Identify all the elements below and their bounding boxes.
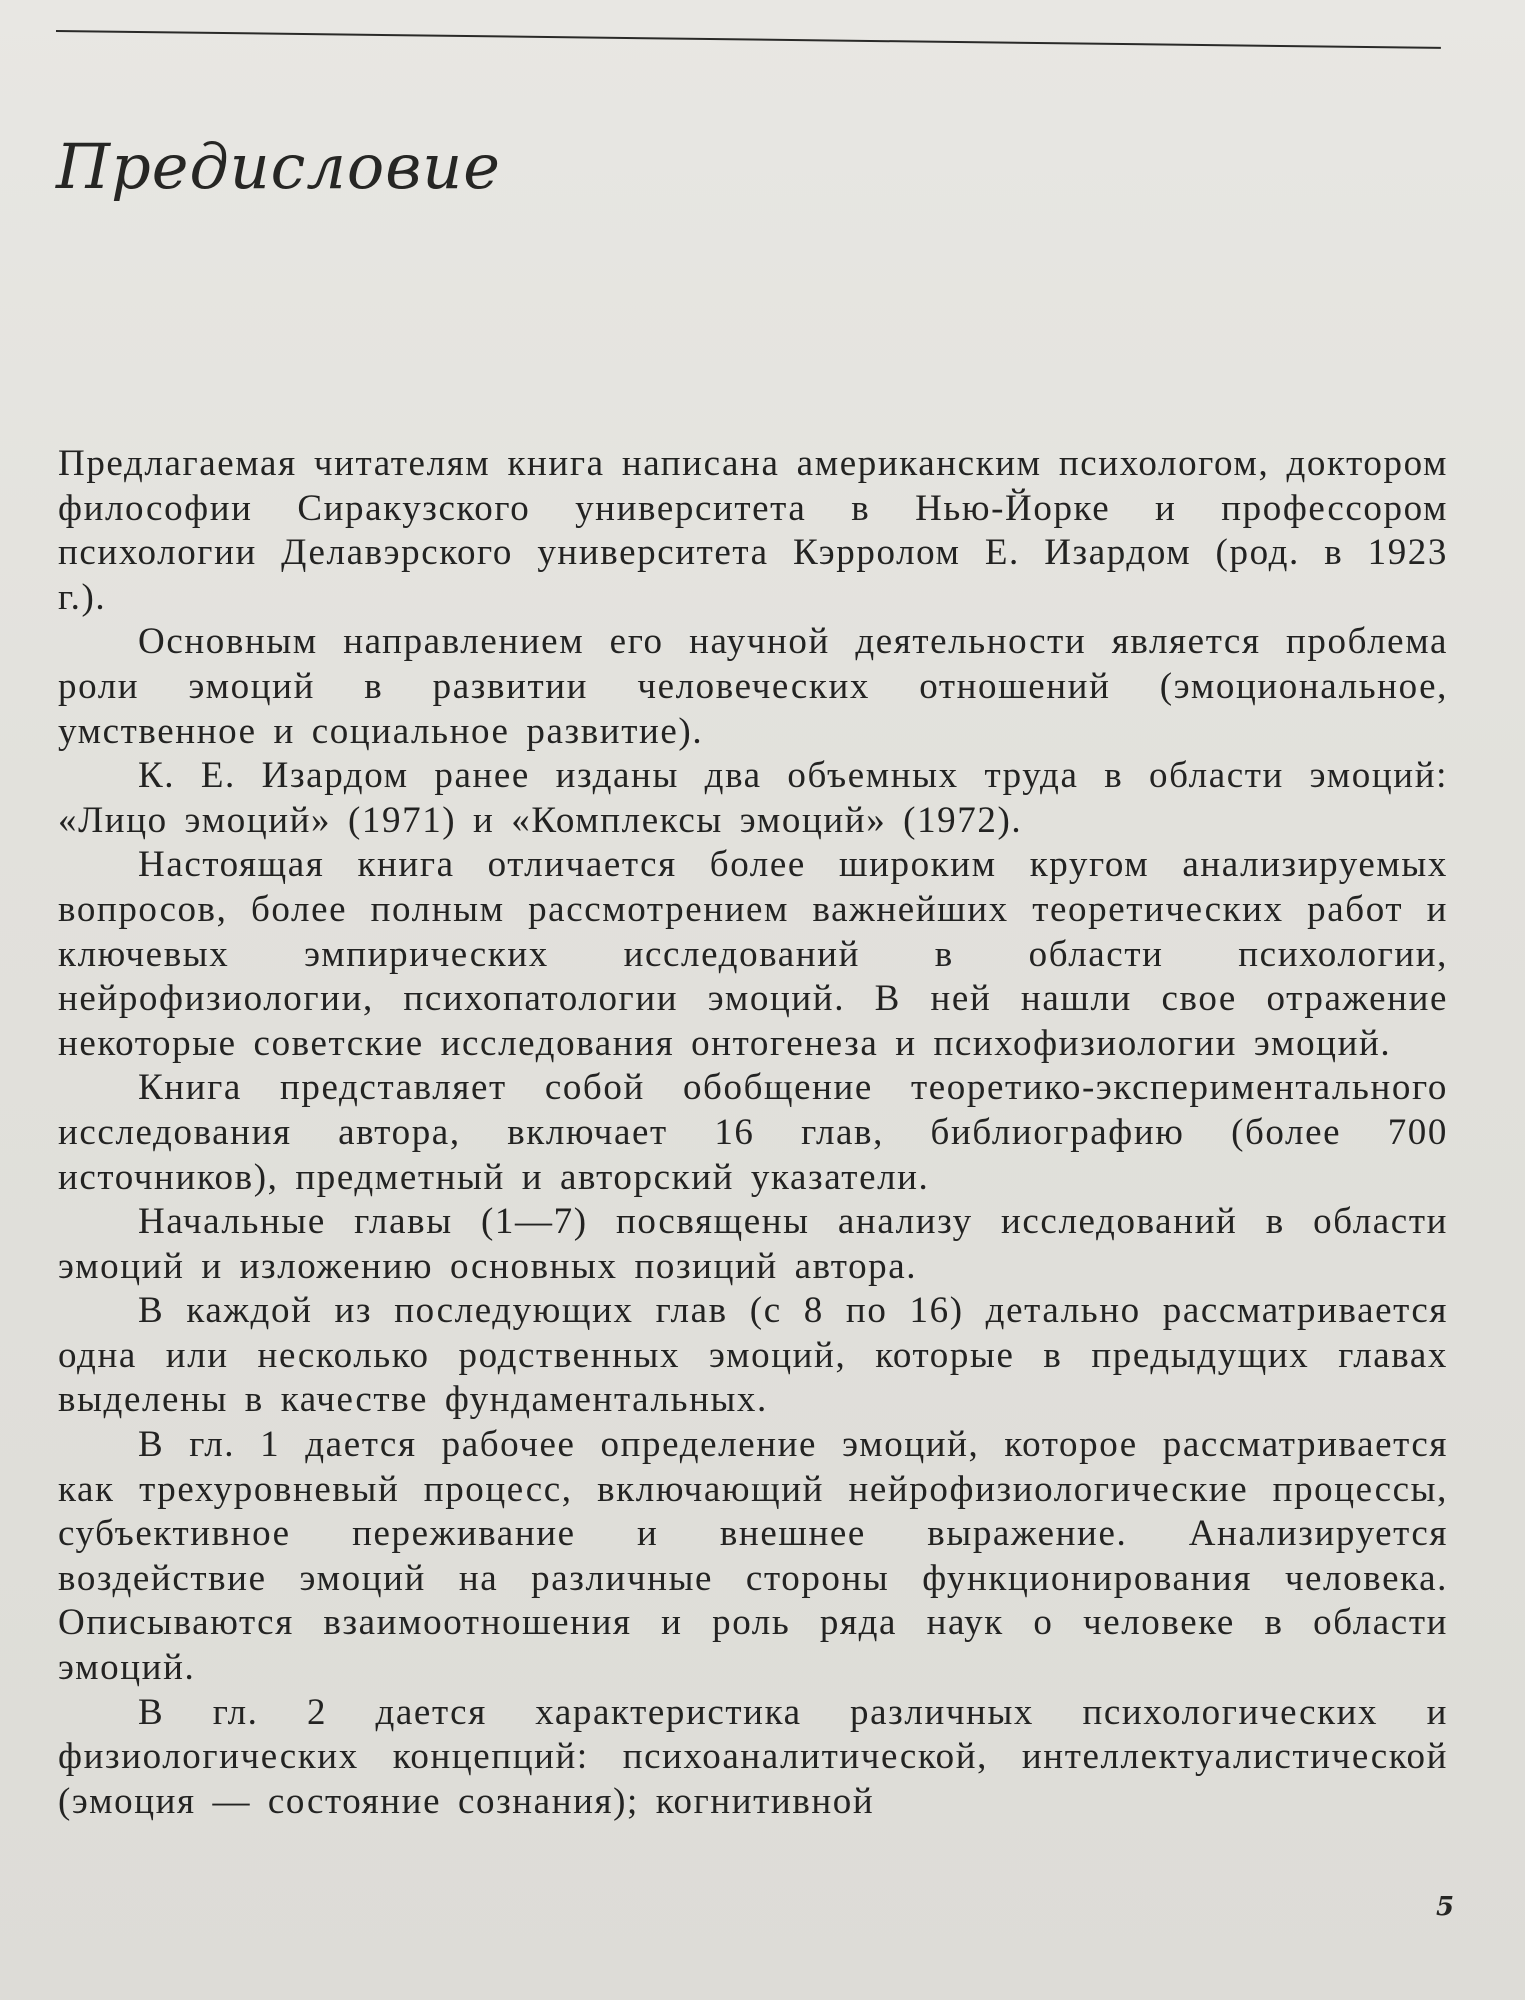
paragraph-8: В гл. 1 дается рабочее определение эмоций, которое рассматривается как трехуровневый процесс, включающий нейрофизиологические процессы, субъективное переживание и внешнее выражение. Анализируется воздействие эмоций на различные стороны функционирования человека. Описываются взаимоотношения и роль ряда наук о человеке в области эмоций. — [58, 1424, 1448, 1689]
paragraph-5: Книга представляет собой обобщение теоретико-экспериментального исследования автора, включает 16 глав, библиографию (более 700 источников), предметный и авторский указатели. — [58, 1067, 1448, 1198]
paragraph-7: В каждой из последующих глав (с 8 по 16) детально рассматривается одна или несколько родственных эмоций, которые в предыдущих главах выделены в качестве фундаментальных. — [58, 1290, 1448, 1421]
paragraph-6: Начальные главы (1—7) посвящены анализу исследований в области эмоций и изложению основных позиций автора. — [58, 1201, 1448, 1287]
paragraph-9: В гл. 2 дается характеристика различных психологических и физиологических концепций: психоаналитической, интеллектуалистической (эмоция — состояние сознания); когнитивной — [58, 1691, 1448, 1822]
page-title: Предисловие — [56, 130, 501, 203]
body-text — [58, 442, 1448, 1824]
paragraph-1: Предлагаемая читателям книга написана американским психологом, доктором философии Сиракузского университета в Нью-Йорке и профессором психологии Делавэрского университета Кэрролом Е. Изардом (род. в 1923 г.). — [58, 443, 1448, 618]
paragraph-4: Настоящая книга отличается более широким кругом анализируемых вопросов, более полным рассмотрением важнейших теоретических работ и ключевых эмпирических исследований в области психологии, нейрофизиологии, психопатологии эмоций. В ней нашли свое отражение некоторые советские исследования онтогенеза и психофизиологии эмоций. — [58, 844, 1448, 1064]
page-number: 5 — [1436, 1892, 1455, 1922]
paragraph-3: К. Е. Изардом ранее изданы два объемных труда в области эмоций: «Лицо эмоций» (1971) и «Комплексы эмоций» (1972). — [58, 755, 1448, 841]
paragraph-2: Основным направлением его научной деятельности является проблема роли эмоций в развитии человеческих отношений (эмоциональное, умственное и социальное развитие). — [58, 621, 1448, 752]
top-rule — [56, 30, 1441, 49]
